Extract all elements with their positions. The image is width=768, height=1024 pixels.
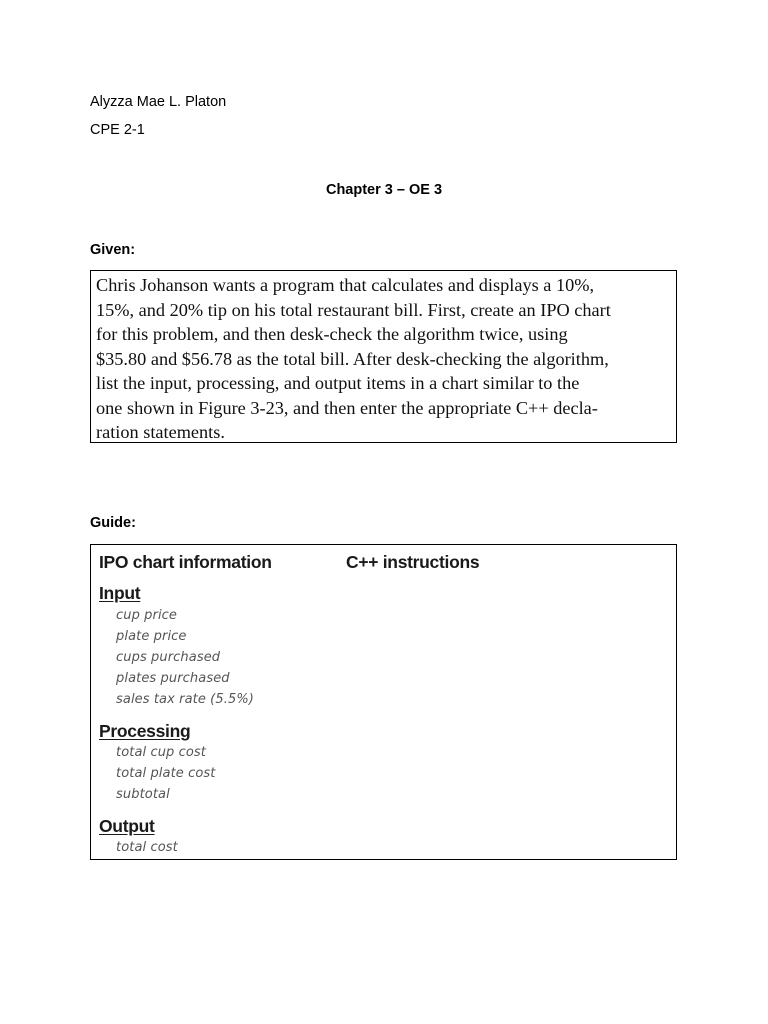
given-problem-box [90, 270, 677, 443]
given-label: Given: [90, 242, 136, 258]
problem-text-line: Chris Johanson wants a program that calculates and displays a 10%, [96, 275, 595, 295]
input-item: sales tax rate (5.5%) [116, 692, 254, 707]
problem-text-line: one shown in Figure 3-23, and then enter the appropriate C++ decla- [96, 397, 598, 418]
input-item: plates purchased [116, 671, 230, 686]
input-heading: Input [99, 583, 141, 603]
output-heading: Output [99, 816, 155, 836]
cpp-column-header: C++ instructions [346, 552, 480, 572]
problem-text-line: list the input, processing, and output items in a chart similar to the [96, 373, 580, 393]
problem-text-line: for this problem, and then desk-check the algorithm twice, using [96, 324, 568, 344]
processing-heading: Processing [99, 721, 191, 741]
document-title: Chapter 3 – OE 3 [325, 182, 443, 198]
ipo-chart-figure [90, 544, 677, 860]
processing-item: subtotal [116, 787, 170, 802]
input-item: cup price [116, 608, 178, 623]
course-code: CPE 2-1 [90, 122, 145, 138]
ipo-column-header: IPO chart information [99, 552, 272, 572]
processing-item: total cup cost [116, 745, 207, 760]
author-name: Alyzza Mae L. Platon [90, 94, 227, 110]
problem-text-line: 15%, and 20% tip on his total restaurant bill. First, create an IPO chart [96, 299, 611, 320]
processing-item: total plate cost [116, 766, 216, 781]
input-item: plate price [116, 629, 187, 644]
guide-label: Guide: [90, 515, 136, 531]
output-item: total cost [116, 840, 178, 855]
input-item: cups purchased [116, 650, 221, 665]
problem-text-line: $35.80 and $56.78 as the total bill. After desk-checking the algorithm, [96, 348, 609, 369]
problem-text-line: ration statements. [96, 422, 225, 442]
